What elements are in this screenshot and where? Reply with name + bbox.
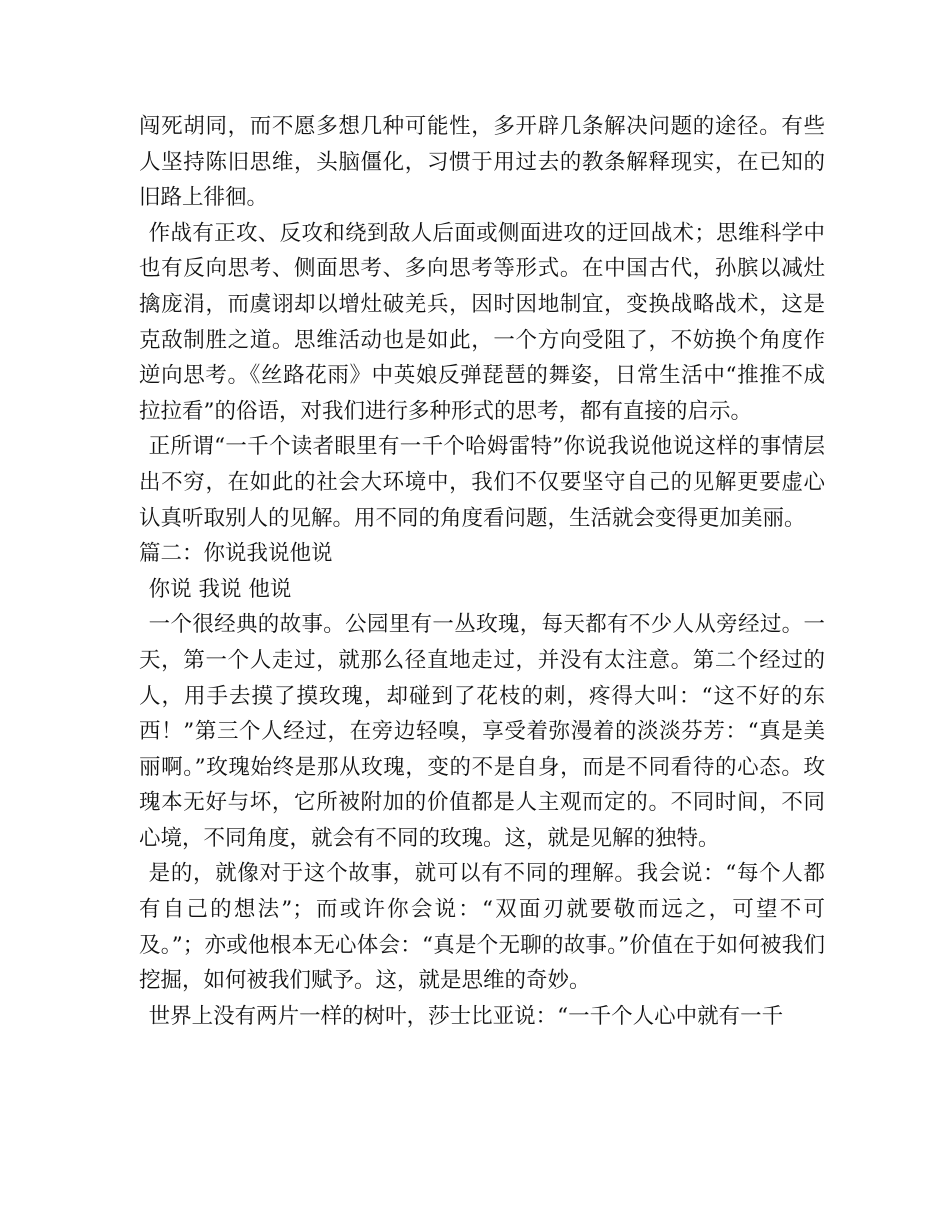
section-subtitle: 你说 我说 他说	[148, 576, 292, 602]
paragraph-rose-story: 一个很经典的故事。公园里有一丛玫瑰，每天都有不少人从旁经过。一天，第一个人走过，就那么径直地走过，并没有太注意。第二个经过的人，用手去摸了摸玫瑰，却碰到了花枝的刺，疼得大叫：“这不好的东西！”第三个人经过，在旁边轻嗅，享受着弥漫着的淡淡芬芳：“真是美丽啊。”玫瑰始终是那从玫瑰，变的不是自身，而是不同看待的心态。玫瑰本无好与坏，它所被附加的价值都是人主观而定的。不同时间，不同心境，不同角度，就会有不同的玫瑰。这，就是见解的独特。	[139, 612, 825, 851]
paragraph-shakespeare: 世界上没有两片一样的树叶，莎士比亚说：“一千个人心中就有一千	[148, 1003, 784, 1029]
section-heading: 篇二：你说我说他说	[139, 541, 333, 567]
paragraph-interpretation: 是的，就像对于这个故事，就可以有不同的理解。我会说：“每个人都有自己的想法”；而或许你会说：“双面刃就要敬而远之，可望不可及。”；亦或他根本无心体会：“真是个无聊的故事。”价值在于如何被我们挖掘，如何被我们赋予。这，就是思维的奇妙。	[139, 861, 825, 994]
paragraph-continued: 闯死胡同，而不愿多想几种可能性，多开辟几条解决问题的途径。有些人坚持陈旧思维，头脑僵化，习惯于用过去的教条解释现实，在已知的旧路上徘徊。	[139, 114, 825, 211]
paragraph-hamlet: 正所谓“一千个读者眼里有一千个哈姆雷特”你说我说他说这样的事情层出不穷，在如此的社会大环境中，我们不仅要坚守自己的见解更要虚心认真听取别人的见解。用不同的角度看问题，生活就会变得更加美丽。	[139, 434, 825, 531]
paragraph-tactics: 作战有正攻、反攻和绕到敌人后面或侧面进攻的迂回战术；思维科学中也有反向思考、侧面思考、多向思考等形式。在中国古代，孙膑以减灶擒庞涓，而虞诩却以增灶破羌兵，因时因地制宜，变换战略战术，这是克敌制胜之道。思维活动也是如此，一个方向受阻了，不妨换个角度作逆向思考。《丝路花雨》中英娘反弹琵琶的舞姿，日常生活中“推推不成拉拉看”的俗语，对我们进行多种形式的思考，都有直接的启示。	[139, 220, 825, 424]
document-body	[139, 109, 825, 1034]
